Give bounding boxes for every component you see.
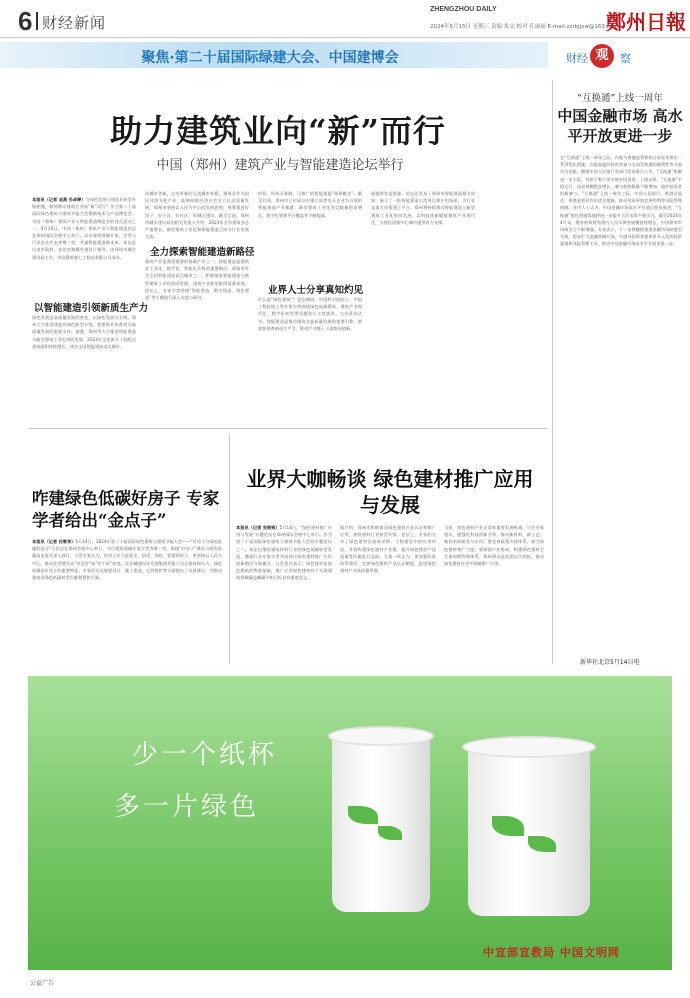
article3-byline: 本报讯（记者 安朗致） [236,525,280,530]
paper-cup-left-illustration [332,734,430,912]
column-rule-1 [229,434,230,664]
article3-col1 [236,524,332,660]
footer-label: 公益广告 [30,980,55,987]
column-tag-left: 财经 [566,52,588,65]
article2-body [32,538,222,658]
article4-credit: 新华社北京5月14日电 [580,659,640,666]
main-col5 [484,190,546,424]
paper-cup-left-rim [328,726,434,746]
page-number: 6 [18,6,33,36]
section-divider [36,12,38,30]
column-rule-2 [552,80,553,664]
article2-byline: 本报讯（记者 孙雪李） [32,539,76,544]
column-tag-right: 察 [620,52,631,65]
main-headline: 助力建筑业向“新”而行 [110,112,446,150]
paper-latin-name: ZHENGZHOU DAILY [430,6,497,13]
article3-headline: 业界大咖畅谈 绿色建材推广应用与发展 [246,467,534,517]
masthead-logo: 鄭州日報 [606,10,686,34]
article3-col3: 当前，绿色建材产业正迎来重要发展机遇。与会专家建议，要强化科技创新引领，推动新材料、新工艺、新技术的研发与应用；要完善政策支持体系，加大绿色建材推广力度；要加强产业协同，构建绿色建材全生命周期管理体系。郑州将以此次论坛为契机，推动绿色建材在更多领域推广应用。 [444,525,544,567]
article3-col2: 据介绍，郑州市积极推动绿色建材产品认证和推广应用，加快建材行业转型升级。论坛上，专家们分享了绿色建材在政府采购、工程建设中的应用经验，并就构建绿色建材产业链、提升绿色建材产品质量等问题进行交流。大家一致认为，要加强标准体系建设，完善绿色建材产品认证制度，促进绿色建材产业高质量发展。 [340,525,436,574]
column-tag-badge: 观 [590,44,614,68]
ad-slogan-line1: 少一个纸杯 [132,740,278,770]
main-byline: 本报讯（记者 成燕 孙卓婷） [32,197,86,202]
main-col2: 动城市更新，点亮更新的示范城市样板。建筑业作为国民经济支柱产业，能够助推经济社会全方位高质量发展。郑州市坚持以人民为中心的发展思想，统筹推进好房子、好小区、好社区、好城区建设。截至目前，郑州市城乡建设局的相关负责人介绍，2023年全市建筑业总产值增长，新型建筑工业化和智能建造已成为行业发展主流。 [145,191,249,240]
article4-headline: 中国金融市场 高水平开放更进一步 [557,107,683,145]
section-title: 财经新闻 [42,14,107,32]
paper-cup-right-illustration [468,746,590,916]
paper-cup-right-rim [462,736,596,758]
main-col1 [32,196,136,300]
article2-body-text: 5月14日，2024年第二十届国际绿色建筑与建筑节能大会——“好房子与绿色低碳科技分”分论坛在郑州会展中心举行，多位建筑领域专家学者齐聚一堂，围绕“好房子”建设与绿色低碳技术展开深入探讨。与会专家认为，好房子应当是安全、舒适、绿色、智慧的房子，要坚持以人民为中心，推动住房建设从“有没有”向“好不好”转变。北京城建设计发展集团有限公司总建筑师认为，绿色低碳是好房子的重要特征。专家们还从规划设计、施工建造、运营维护等方面提出了具体建议，为推动建筑业绿色低碳转型贡献智慧和力量。 [32,539,222,581]
page-header [0,0,690,38]
main-col1-text: 当绿色发展与建筑业转型升级相遇，如何推动建筑行业向“新”而行？作为第二十届国际绿色建筑与建筑节能大会暨新技术与产品博览会、中国（郑州）建筑产业与智能建造博览会的亮点活动之一，5月14日，中国（郑州）建筑产业与智能建造论坛在郑州国际会展中心举行。众多建筑领域专家、学者与行业企业代表齐聚一堂，共谋智能建造新未来。本次论坛由市政府、省住房和城乡建设厅指导，由郑州市城乡建设局主办，中国建筑第七工程局有限公司承办。 [32,197,136,260]
article4-body: 在“互换通”上线一周年之际，内地与香港监管机构日前宣布推出一系列优化措施，在提高境外投资者参与北向互换通的便利性等方面作出安排。随着中国人民银行等部门发布联合公告，“互换通”机制进一步丰富，有助于吸引更多境外投资者。上线以来，“互换通”平稳运行，交易规模稳步增长，参与机构数量不断增加，境外投资者积极参与。“互换通”上线一周年之际，中国人民银行、香港证监会、香港金管局宣布优化措施，推动形成更加完善的利率风险管理机制。业内人士认为，中国金融市场高水平开放正稳步推进，“互换通”优化措施落地将进一步提升人民币资产吸引力。截至2024年4月末，境外机构持有境内人民币债券规模持续增长，中国债券市场吸引力不断增强。专家表示，下一步将继续推进金融市场制度型开放，稳步扩大金融领域开放，为境外投资者提供更多元化的投资渠道和风险管理工具，推动中国金融市场高水平开放更进一步。 [560,155,682,247]
rule-under-main [28,428,548,429]
main-subhead3: 业界人士分享真知灼见 [268,285,364,296]
article3-col1-text: 5月14日，“绿色建材推广应用与发展”专题论坛在郑州国际会展中心举行。作为第二十届国际绿色建筑与建筑节能大会的专题论坛之一，该论坛聚焦建筑材料行业的绿色低碳转型发展，邀请行业专家学者共同探讨绿色建材推广应用的新路径与新模式。与会嘉宾表示，绿色建材是绿色建筑的物质基础，推广应用绿色建材对于实现建筑领域碳达峰碳中和目标具有重要意义。 [236,525,332,581]
main-col4: 展提供有益借鉴。论坛还发布了郑州市智能建造相关成果，展示了一批智能建造示范项目和应用场景，为行业交流合作搭建了平台。郑州将持续推动智能建造与新型建筑工业化协同发展，以科技创新赋能建筑产业现代化，为建设国家中心城市提供有力支撑。 [371,191,475,225]
main-col1b: 绿色发展是高质量发展的底色，以绿色发展为主线，郑州大力推进建筑业绿色转型升级，把建筑业培育成为高质量发展的重要支柱。据悉，郑州市大力推进智能建造与新型建筑工业化协同发展，2023年全市新开工装配式建筑面积持续增长，成为全国智能建造试点城市。 [32,315,136,349]
main-subhead2: 全力探索智能建造新路径 [150,247,255,258]
main-col3b: 什么是“绿色建筑”？论坛期间，中国科学院院士、中国工程院院士等专家学者围绕绿色低碳建筑、建筑产业现代化、数字化转型等话题进行主旨演讲。与会嘉宾认为，智能建造是推动建筑业高质量发展的重要引擎，要加快培育新质生产力，推动产业链上下游协同创新。 [258,297,362,331]
issue-meta: 2024年5月15日 星期三 责编 朱文 校对 孔丽丽 E-mail:zzrbjjxw@163.com [430,24,619,30]
topic-banner-text: 聚焦·第二十届国际绿建大会、中国建博会 [141,50,399,66]
main-col3: 经验，形成可复制、可推广的智能建造“郑州模式”。截至目前，郑州市已形成以中建七局等龙头企业为引领的智能建造产业集群，新型建筑工业化项目数量稳步增长，数字化管理平台覆盖率不断提高。 [258,191,362,218]
article2-headline: 咋建绿色低碳好房子 专家学者给出“金点子” [32,489,220,530]
main-col2b: 建筑产业是我国重要的基础产业之一，智能建造是建筑业工业化、数字化、智能化升级的重要路径。郑州市作为全国智能建造试点城市之一，积极推进智能建造与新型建筑工业化协同发展，建筑产业转型取得显著成效。论坛上，专家学者围绕“智能建造、数字建造、绿色建造”等主题进行深入交流与研讨。 [145,259,249,301]
ad-sponsor: 中宣部宣教局 中国文明网 [483,946,620,959]
ad-slogan-line2: 多一片绿色 [114,792,260,822]
public-service-ad [28,676,672,970]
main-subheadline: 中国（郑州）建筑产业与智能建造论坛举行 [156,158,404,173]
main-subhead1: 以智能建造引领新质生产力 [34,303,149,314]
article4-kicker: “互换通”上线一周年 [577,93,663,104]
column-tag [560,44,680,70]
